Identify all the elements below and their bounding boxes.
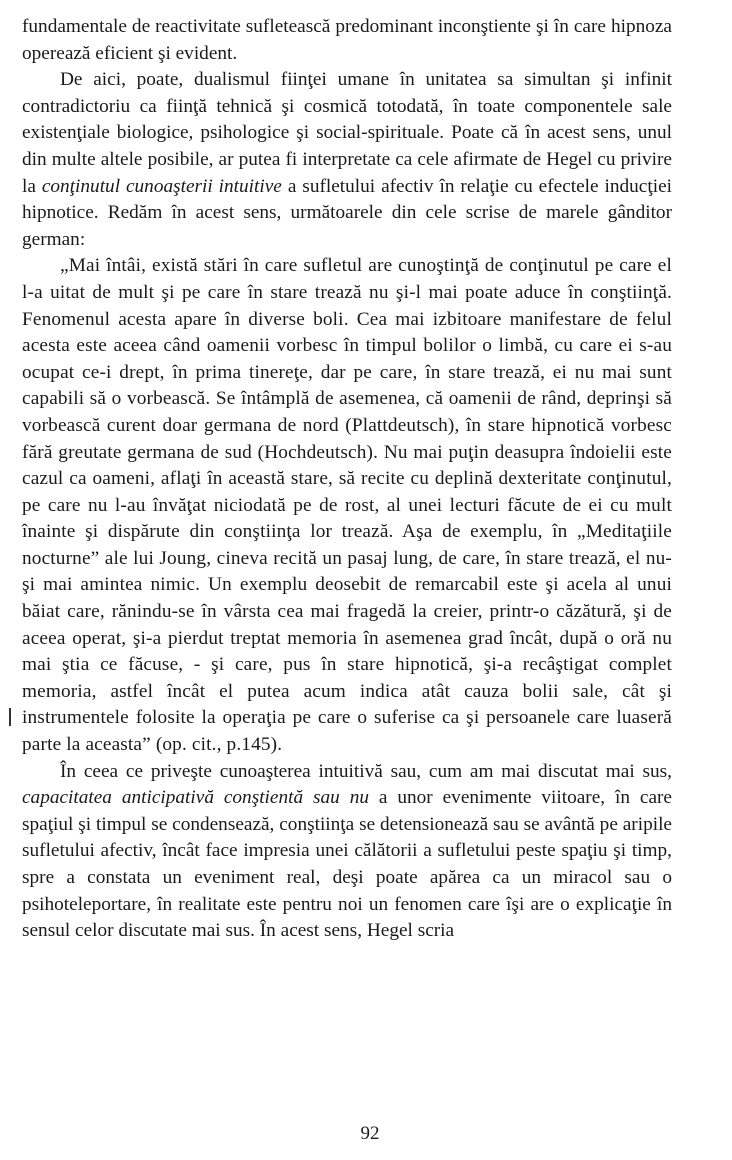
paragraph-intuitive-text-end: a unor evenimente viitoare, în care spaţiul şi timpul se condensează, conştiinţa se detensionează sau se avântă pe aripile sufletului afectiv, încât face impresia unei călătorii a sufletului peste spaţiu şi timp, spre a constata un eveniment real, deşi poate apărea ca un miracol sau o psihoteleportare, în realitate este pentru noi un fenomen care îşi are o explicaţie în sensul celor discutate mai sus. În acest sens, Hegel scria [22,787,672,942]
paragraph-dualism-text-end: a sufletului afectiv în relaţie cu efectele inducţiei hipnotice. Redăm în acest sens, următoarele din cele scrise de marele gânditor german: [22,175,672,250]
page-number: 92 [360,1123,380,1144]
paragraph-dualism-text-start: De aici, poate, dualismul fiinţei umane în unitatea sa simultan şi infinit contradictoriu ca fiinţă tehnică şi cosmică totodată, în toate componentele sale existenţiale biologice, psihologice şi social-spirituale. Poate că în acest sens, unul din multe altele posibile, ar putea fi interpretate ca cele afirmate de Hegel cu privire la [22,69,672,197]
paragraph-dualism [22,67,672,253]
paragraph-intuitive-knowledge [22,759,672,945]
paragraph-intuitive-italic: capacitatea anticipativă conştientă sau nu [22,787,369,809]
paragraph-hegel-quote: „Mai întâi, există stări în care sufletul are cunoştinţă de conţinutul pe care el l-a uitat de mult şi pe care în stare trează nu şi-l mai poate aduce în conştiinţă. Fenomenul acesta apare în diverse boli. Cea mai izbitoare manifestare de felul acesta este aceea când oamenii vorbesc în timpul bolilor o limbă, cu care ei s-au ocupat ce-i drept, în prima tinereţe, dar pe care, în stare trează, ei nu mai sunt capabili să o vorbească. Se întâmplă de asemenea, că oamenii de rând, deprinşi să vorbească curent doar germana de nord (Plattdeutsch), în stare hipnotică vorbesc fără greutate germana de sud (Hochdeutsch). Nu mai puţin deasupra îndoielii este cazul ca oameni, aflaţi în această stare, să recite cu deplină dexteritate conţinutul, pe care nu l-au învăţat niciodată pe de rost, al unei lecturi făcute de ei cu mult înainte şi dispărute din conştiinţa lor trează. Aşa de exemplu, în „Meditaţiile nocturne” ale lui Joung, cineva recită un pasaj lung, de care, în stare trează, el nu-şi mai amintea nimic. Un exemplu deosebit de remarcabil este şi acela al unui băiat care, rănindu-se în vârsta cea mai fragedă la creier, printr-o căzătură, şi de aceea operat, şi-a pierdut treptat memoria în asemenea grad încât, după o oră nu mai ştia ce făcuse, - şi care, pus în stare hipnotică, şi-a recâştigat complet memoria, astfel încât el putea acum indica atât cauza bolii sale, cât şi instrumentele folosite la operaţia pe care o suferise ca şi persoanele care luaseră parte la aceasta” (op. cit., p.145). [22,255,672,756]
paragraph-continuation: fundamentale de reactivitate sufletească predominant inconştiente şi în care hipnoza operează eficient şi evident. [22,16,672,64]
paragraph-intuitive-text-start: În ceea ce priveşte cunoaşterea intuitivă sau, cum am mai discutat mai sus, [60,760,672,782]
paragraph-dualism-italic: conţinutul cunoaşterii intuitive [41,175,282,197]
page-body [22,14,672,945]
margin-mark [9,708,11,726]
